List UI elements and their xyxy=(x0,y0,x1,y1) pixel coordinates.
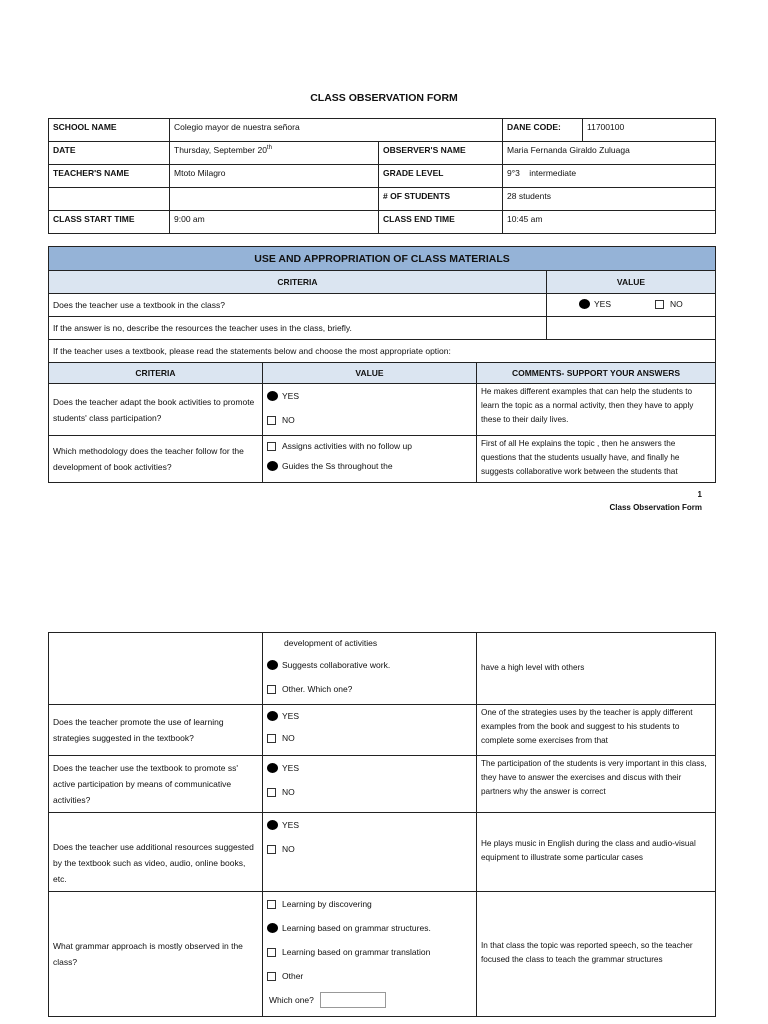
instruction-text: If the teacher uses a textbook, please read the statements below and choose the most appropriate option: xyxy=(49,340,716,363)
comment-strategies: One of the strategies uses by the teacher is apply different examples from the book and suggest to his students to complete some exercises from that xyxy=(477,705,716,756)
methodology-options-cont xyxy=(263,633,477,705)
students-label: # OF STUDENTS xyxy=(379,188,503,211)
no-label: NO xyxy=(670,299,683,309)
radio-selected-icon xyxy=(267,763,278,773)
footer-title: Class Observation Form xyxy=(609,503,702,512)
criteria-header: CRITERIA xyxy=(49,271,547,294)
option-other[interactable] xyxy=(267,964,472,988)
additional-options xyxy=(263,813,477,892)
option-no[interactable] xyxy=(267,727,472,749)
empty-cell xyxy=(170,188,379,211)
option-label: Assigns activities with no follow up xyxy=(282,441,412,451)
option-assigns[interactable] xyxy=(267,436,472,456)
comment-additional: He plays music in English during the class and audio-visual equipment to illustrate some particular cases xyxy=(477,813,716,892)
criteria-header-2: CRITERIA xyxy=(49,363,263,384)
school-name-value: Colegio mayor de nuestra señora xyxy=(170,119,503,142)
option-guides[interactable] xyxy=(267,456,472,476)
option-label: Learning based on grammar structures. xyxy=(282,923,431,933)
option-structures[interactable] xyxy=(267,916,472,940)
textbook-answer xyxy=(547,294,716,317)
no-checkbox[interactable] xyxy=(655,300,664,309)
q-grammar-approach: What grammar approach is mostly observed in the class? xyxy=(49,892,263,1017)
option-yes[interactable] xyxy=(267,384,472,408)
q-methodology: Which methodology does the teacher follow for the development of book activities? xyxy=(49,436,263,483)
radio-selected-icon xyxy=(267,391,278,401)
continuation-table xyxy=(48,632,716,1017)
option-label: YES xyxy=(282,763,300,773)
option-yes[interactable] xyxy=(267,813,472,837)
empty-cell xyxy=(49,188,170,211)
checkbox-icon xyxy=(267,845,276,854)
observer-value: Maria Fernanda Giraldo Zuluaga xyxy=(503,142,716,165)
date-label: DATE xyxy=(49,142,170,165)
q-textbook: Does the teacher use a textbook in the class? xyxy=(49,294,547,317)
students-value: 28 students xyxy=(503,188,716,211)
end-time-label: CLASS END TIME xyxy=(379,211,503,234)
option-label: YES xyxy=(282,820,300,830)
checkbox-icon xyxy=(267,972,276,981)
option-label: YES xyxy=(282,391,300,401)
option-no[interactable] xyxy=(267,780,472,804)
option-no[interactable] xyxy=(267,837,472,861)
comment-methodology-cont: have a high level with others xyxy=(477,633,716,705)
checkbox-icon xyxy=(267,948,276,957)
option-other[interactable] xyxy=(267,677,472,701)
date-text: Thursday, September 20 xyxy=(174,145,267,155)
option-label: Learning by discovering xyxy=(282,899,372,909)
option-label: YES xyxy=(282,711,300,721)
option-label: NO xyxy=(282,415,295,425)
methodology-options xyxy=(263,436,477,483)
option-label: Suggests collaborative work. xyxy=(282,660,391,670)
value-header-2: VALUE xyxy=(263,363,477,384)
observer-label: OBSERVER'S NAME xyxy=(379,142,503,165)
comment-active: The participation of the students is very important in this class, they have to answer the exercises and discus with their partners why the answer is correct xyxy=(477,756,716,813)
adapt-options xyxy=(263,384,477,436)
end-time-value: 10:45 am xyxy=(503,211,716,234)
teacher-value: Mtoto Milagro xyxy=(170,165,379,188)
comment-grammar: In that class the topic was reported speech, so the teacher focused the class to teach the grammar structures xyxy=(477,892,716,1017)
checkbox-icon xyxy=(267,734,276,743)
q-no-answer: If the answer is no, describe the resources the teacher uses in the class, briefly. xyxy=(49,317,547,340)
materials-table xyxy=(48,246,716,483)
page-number: 1 xyxy=(697,490,702,499)
option-label: Other xyxy=(282,971,304,981)
strategies-options xyxy=(263,705,477,756)
value-header: VALUE xyxy=(547,271,716,294)
which-one-row xyxy=(267,988,472,1012)
comment-methodology: First of all He explains the topic , then he answers the questions that the students usually have, and finally he suggests collaborative work between the students that xyxy=(477,436,716,483)
checkbox-icon xyxy=(267,788,276,797)
dane-code-value: 11700100 xyxy=(583,119,716,142)
q-adapt: Does the teacher adapt the book activities to promote students' class participation? xyxy=(49,384,263,436)
checkbox-icon xyxy=(267,416,276,425)
yes-radio-selected[interactable] xyxy=(579,299,590,309)
option-label: NO xyxy=(282,733,295,743)
option-translation[interactable] xyxy=(267,940,472,964)
option-yes[interactable] xyxy=(267,705,472,727)
page-footer xyxy=(610,488,702,514)
materials-heading: USE AND APPROPRIATION OF CLASS MATERIALS xyxy=(49,247,716,271)
no-answer-field[interactable] xyxy=(547,317,716,340)
option-label: Guides the Ss throughout the xyxy=(282,461,393,471)
q-additional-resources: Does the teacher use additional resources suggested by the textbook such as video, audio, online books, etc. xyxy=(49,813,263,892)
guides-continuation: development of activities xyxy=(284,638,378,648)
option-label: NO xyxy=(282,844,295,854)
q-strategies: Does the teacher promote the use of learning strategies suggested in the textbook? xyxy=(49,705,263,756)
option-discovering[interactable] xyxy=(267,892,472,916)
yes-label: YES xyxy=(594,299,612,309)
checkbox-icon xyxy=(267,685,276,694)
active-options xyxy=(263,756,477,813)
grammar-options xyxy=(263,892,477,1017)
q-active-participation: Does the teacher use the textbook to promote ss' active participation by means of communicative activities? xyxy=(49,756,263,813)
start-time-label: CLASS START TIME xyxy=(49,211,170,234)
which-one-input[interactable] xyxy=(320,992,386,1008)
radio-selected-icon xyxy=(267,660,278,670)
comments-header: COMMENTS- SUPPORT YOUR ANSWERS xyxy=(477,363,716,384)
checkbox-icon xyxy=(267,442,276,451)
start-time-value: 9:00 am xyxy=(170,211,379,234)
date-value xyxy=(170,142,379,165)
option-collaborative[interactable] xyxy=(267,653,472,677)
grade-label: GRADE LEVEL xyxy=(379,165,503,188)
school-name-label: SCHOOL NAME xyxy=(49,119,170,142)
teacher-label: TEACHER'S NAME xyxy=(49,165,170,188)
grade-value: 9°3 intermediate xyxy=(503,165,716,188)
option-label: Learning based on grammar translation xyxy=(282,947,431,957)
option-label: Other. Which one? xyxy=(282,684,353,694)
comment-adapt: He makes different examples that can help the students to learn the topic as a normal activity, then they have to apply these to their daily lives. xyxy=(477,384,716,436)
which-one-label: Which one? xyxy=(269,995,314,1005)
option-yes[interactable] xyxy=(267,756,472,780)
radio-selected-icon xyxy=(267,461,278,471)
dane-code-label: DANE CODE: xyxy=(503,119,583,142)
checkbox-icon xyxy=(267,900,276,909)
radio-selected-icon xyxy=(267,711,278,721)
date-suffix: th xyxy=(266,145,272,152)
form-title: CLASS OBSERVATION FORM xyxy=(310,92,458,104)
radio-selected-icon xyxy=(267,923,278,933)
empty-criteria-cell xyxy=(49,633,263,705)
option-no[interactable] xyxy=(267,408,472,432)
info-table xyxy=(48,118,716,234)
radio-selected-icon xyxy=(267,820,278,830)
option-label: NO xyxy=(282,787,295,797)
